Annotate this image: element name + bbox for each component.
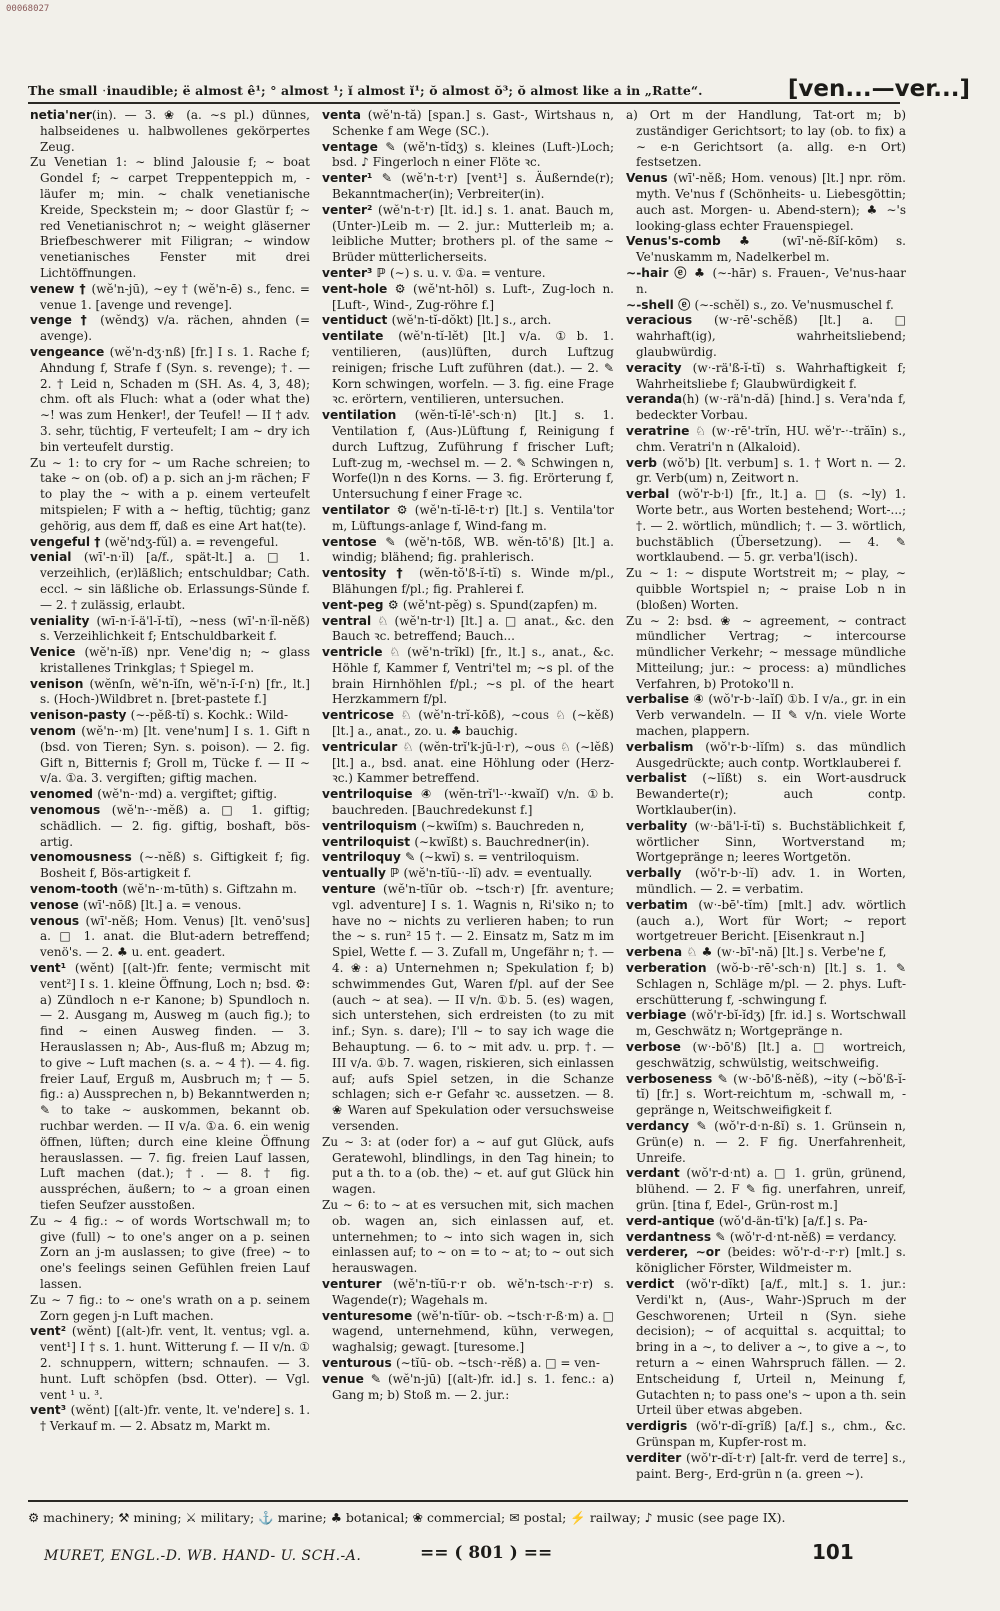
headword: venturous (322, 1355, 396, 1370)
headword: venous (30, 913, 86, 928)
dictionary-entry: venew † (wĕ'n-jū), ∼ey † (wĕ'n-ē) s., fenc. = venue 1. [avenge und revenge]. (30, 281, 310, 312)
headword: verberation (626, 961, 717, 976)
dictionary-entry: Zu Venetian 1: ∼ blind Jalousie f; ∼ boat Gondel f; ∼ carpet Treppenteppich m, -läufer m; min. ∼ chalk venetianische Kreide, Speckstein m; ∼ door Glastür f; ∼ red Venetianischrot n; ∼ weight gläserner Briefbeschwerer mit Filigran; ∼ window venetianisches Fenster mit drei Lichtöffnungen. (30, 155, 310, 280)
headword: ventriloquist (322, 834, 415, 849)
dictionary-entry: verb (wŏ'b) [lt. verbum] s. 1. † Wort n. — 2. gr. Verb(um) n, Zeitwort n. (626, 455, 906, 486)
dictionary-entry: Zu ∼ 7 fig.: to ∼ one's wrath on a p. seinem Zorn gegen j-n Luft machen. (30, 1292, 310, 1323)
headword: venial (30, 550, 84, 565)
headword: verbally (626, 866, 696, 881)
dictionary-entry: verdict (wŏ'r-dĭkt) [a/f., mlt.] s. 1. jur.: Verdi'kt n, (Aus-, Wahr-)Spruch m der Geschworenen; Urteil n (Syn. siehe decision); ∼ of acquittal s. acquittal; to bring in a ∼, to deliver a ∼, to give a ∼, to return a ∼ einen Wahrspruch fällen. — 2. Entscheidung f, Urteil n, Meinung f, Gutachten n; to pass one's ∼ upon a th. sein Urteil über etwas abgeben. (626, 1276, 906, 1418)
dictionary-entry: ventriloquise ④ (wĕn-trĭ'l-ˑ-kwaĭſ) v/n. ①b. bauchreden. [Bauchredekunst f.] (322, 787, 614, 818)
headword: verbatim (626, 897, 699, 912)
dictionary-entry: verd-antique (wŏ'd-än-tī'k) [a/f.] s. Pa- (626, 1213, 868, 1228)
headword: verbiage (626, 1008, 692, 1023)
headword: venturesome (322, 1308, 417, 1323)
headword: veracity (626, 360, 693, 375)
headword: verbal (626, 487, 678, 502)
dictionary-entry: venous (wī'-nĕß; Hom. Venus) [lt. venō'sus] a. □ 1. anat. die Blut-adern betreffend; venö's. — 2. ♣ u. ent. geadert. (30, 913, 310, 960)
headword: verboseness ✎ (626, 1071, 734, 1086)
headword: ventilate (322, 329, 399, 344)
dictionary-entry: verbalise ④ (wŏ'r-bˑ-laĭſ) ①b. I v/a., gr. in ein Verb verwandeln. — II ✎ v/n. viele Worte machen, plappern. (626, 692, 906, 739)
dictionary-entry: venter¹ ✎ (wĕ'n-tˑr) [vent¹] s. Äußernde(r); Bekanntmacher(in); Verbreiter(in). (322, 171, 614, 201)
dictionary-entry: verdigris (wŏ'r-dĭ-grĭß) [a/f.] s., chm., &c. Grünspan m, Kupfer-rost m. (626, 1419, 906, 1449)
dictionary-entry: venturesome (wĕ'n-tĭūr- ob. ∼tschˑr-ßˑm) a. □ wagend, unternehmend, kühn, verwegen, waghalsig; gewagt. [turesome.] (322, 1308, 614, 1355)
headword: ventilation (322, 408, 415, 423)
dictionary-entry: verberation (wŏ-bˑ-rē'-schˑn) [lt.] s. 1. ✎ Schlagen n, Schläge m/pl. — 2. phys. Luft-erschütterung f, -schwingung f. (626, 961, 906, 1007)
headword: verditer (626, 1450, 686, 1465)
headword: venew † (30, 281, 92, 296)
headword: ventricle ♘ (322, 645, 408, 660)
headword: venom (30, 724, 82, 739)
dictionary-entry: venomousness (∼-nĕß) s. Giftigkeit f; fig. Bosheit f, Bös-artigkeit f. (30, 850, 310, 881)
column-left (30, 108, 310, 1492)
column-middle (322, 108, 614, 1492)
symbol-legend: ⚙ machinery; ⚒ mining; ⚔ military; ⚓ marine; ♣ botanical; ❀ commercial; ✉ postal; ⚡ railway; ♪ music (see page IX). (28, 1510, 786, 1525)
headword: vengeance (30, 344, 110, 359)
dictionary-entry: venta (wĕ'n-tă) [span.] s. Gast-, Wirtshaus n, Schenke f am Wege (SC.). (322, 108, 614, 138)
headword: veranda (626, 392, 683, 407)
headword: venge † (30, 313, 101, 328)
headword: verdantness ✎ (626, 1229, 730, 1244)
headword: verdigris (626, 1419, 696, 1434)
dictionary-entry: veracious (wˑ-rē'-schĕß) [lt.] a. □ wahrhaft(ig), wahrheitsliebend; glaubwürdig. (626, 313, 906, 359)
headword: venomous (30, 803, 112, 818)
dictionary-entry: verderer, ∼or (beides: wŏ'r-dˑ-rˑr) [mlt.] s. königlicher Förster, Wildmeister m. (626, 1245, 906, 1276)
headword: verbose (626, 1040, 693, 1055)
dictionary-entry: venom-tooth (wĕ'n-ˑm-tūth) s. Giftzahn m. (30, 882, 297, 897)
dictionary-entry: Zu ∼ 2: bsd. ❀ ∼ agreement, ∼ contract mündlicher Vertrag; ∼ intercourse mündlicher Verkehr; ∼ message mündliche Mitteilung; jur.: ∼ process: a) mündliches Verfahren, b) Protoko'll n. (626, 613, 906, 691)
publisher-line: MURET, ENGL.-D. WB. HAND- U. SCH.-A. (44, 1548, 362, 1564)
dictionary-entry: veranda(h) (wˑ-rä'n-dă) [hind.] s. Vera'nda f, bedeckter Vorbau. (626, 392, 906, 423)
headword: verbalist (626, 771, 703, 786)
dictionary-entry: Venus's-comb ♣ (wī'-nĕ-ßĭſ-kōm) s. Ve'nuskamm m, Nadelkerbel m. (626, 234, 906, 265)
dictionary-entry: verditer (wŏ'r-dĭ-tˑr) [alt-fr. verd de terre] s., paint. Berg-, Erd-grün n (a. green ∼). (626, 1450, 906, 1481)
headword: verderer, ∼or (626, 1245, 728, 1260)
headword: veracious (626, 313, 714, 328)
dictionary-columns (30, 108, 906, 1492)
headword: ventriloquism (322, 818, 422, 833)
headword: venomousness (30, 850, 140, 865)
pronunciation-key: The small ˑinaudible; ë almost ê¹; ° almost ¹; ĭ almost ĭ¹; ŏ almost ŏ³; ŏ almost like a in „Ratte“. (28, 83, 703, 98)
headword: vent¹ (30, 961, 75, 976)
dictionary-entry: vent¹ (wĕnt) [(alt-)fr. fente; vermischt mit vent²] I s. 1. kleine Öffnung, Loch n; bsd. ⚙: a) Zündloch n e-r Kanone; b) Spundloch n. — 2. Ausgang m, Ausweg m (auch fig.); to find ∼ einen Ausweg finden. — 3. Herauslassen n; Ab-, Aus-fluß m; Abzug m; to give ∼ Luft machen (s. a. ∼ 4 †). — 4. fig. freier Lauf, Erguß m, Ausbruch m; † — 5. fig.: a) Aussprechen n, b) Bekanntwerden n; ✎ to take ∼ auskommen, bekannt ob. ruchbar werden. — II v/a. ①a. 6. ein wenig öffnen, lüften; durch eine kleine Öffnung herauslassen. — 7. fig. freien Lauf lassen, Luft machen (dat.); †. — 8. † fig. ausspréchen, äußern; to ∼ a groan einen tiefen Seufzer ausstoßen. (30, 961, 310, 1212)
dictionary-entry: venial (wī'-nˑĭl) [a/f., spät-lt.] a. □ 1. verzeihlich, (er)läßlich; entschuldbar; Cath. eccl. ∼ sin läßliche ob. Erlassungs-Sünde f. — 2. † zulässig, erlaubt. (30, 550, 310, 612)
headword: veniality (30, 613, 97, 628)
dictionary-entry: verboseness ✎ (wˑ-bō'ß-nĕß), ∼ity (∼bŏ'ß-ĭ-tĭ) [fr.] s. Wort-reichtum m, -schwall m, -gepränge n, Weitschweifigkeit f. (626, 1071, 906, 1118)
dictionary-entry: ventral ♘ (wĕ'n-trˑl) [lt.] a. □ anat., &c. den Bauch ꝛc. betreffend; Bauch... (322, 613, 614, 644)
dictionary-entry: venom (wĕ'n-ˑm) [lt. vene'num] I s. 1. Gift n (bsd. von Tieren; Syn. s. poison). — 2. fig. Gift n, Bitternis f; Groll m, Tücke f. — II ∼ v/a. ①a. 3. vergiften; giftig machen. (30, 724, 310, 786)
page-number: 101 (812, 1540, 854, 1564)
dictionary-entry: venose (wī'-nōß) [lt.] a. = venous. (30, 897, 242, 912)
dictionary-entry: a) Ort m der Handlung, Tat-ort m; b) zuständiger Gerichtsort; to lay (ob. to fix) a ∼ e-n Gerichtsort (a. allg. e-n Ort) festsetzen. (626, 108, 906, 170)
headword: verbena ♘ ♣ (626, 945, 717, 960)
dictionary-entry: Zu ∼ 1: ∼ dispute Wortstreit m; ∼ play, ∼ quibble Wortspiel n; ∼ praise Lob n in (bloßen) Worten. (626, 566, 906, 612)
headword: ventiduct (322, 313, 392, 328)
dictionary-entry: venter² (wĕ'n-tˑr) [lt. id.] s. 1. anat. Bauch m, (Unter-)Leib m. — 2. jur.: Mutterleib m; a. leibliche Mutter; brothers pl. of the same ∼ Brüder mütterlicherseits. (322, 202, 614, 265)
dictionary-entry: verbalist (∼lĭßt) s. ein Wort-ausdruck Bewanderte(r); auch contp. Wortklauber(in). (626, 771, 906, 818)
headword: venom-tooth (30, 882, 123, 897)
dictionary-entry: vent-peg ⚙ (wĕ'nt-pĕg) s. Spund(zapfen) m. (322, 597, 598, 612)
headword: ventose ✎ (322, 534, 405, 549)
dictionary-entry: verdant (wŏ'r-dˑnt) a. □ 1. grün, grünend, blühend. — 2. F ✎ fig. unerfahren, unreif, grün. [tina f, Edel-, Grün-rost m.] (626, 1166, 906, 1212)
headword: vent³ (30, 1403, 71, 1418)
headword: verb (626, 455, 663, 470)
dictionary-entry: verbatim (wˑ-bē'-tĭm) [mlt.] adv. wörtlich (auch a.), Wort für Wort; ∼ report wortgetreuer Bericht. [Eisenkraut n.] (626, 897, 906, 944)
dictionary-entry: Zu ∼ 3: at (oder for) a ∼ auf gut Glück, aufs Geratewohl, blindlings, in den Tag hinein; to put a th. to a (ob. the) ∼ et. auf gut Glück hin wagen. (322, 1134, 614, 1197)
dictionary-entry: vent-hole ⚙ (wĕ'nt-hōl) s. Luft-, Zug-loch n. [Luft-, Wind-, Zug-röhre f.] (322, 281, 614, 312)
dictionary-entry: ∼-shell ⓔ (∼-schĕl) s., zo. Ve'nusmuschel f. (626, 297, 894, 312)
headword: verbality (626, 818, 695, 833)
headword: verbalise ④ (626, 692, 709, 707)
headword: ∼-hair ⓔ ♣ (626, 265, 713, 280)
dictionary-entry: Venice (wĕ'n-ĭß) npr. Vene'dig n; ∼ glass kristallenes Trinkglas; † Spiegel m. (30, 645, 310, 675)
dictionary-entry: veratrine ♘ (wˑ-rē'-trĭn, HU. wĕ'r-ˑ-trăīn) s., chm. Veratri'n n (Alkaloid). (626, 423, 906, 454)
headword: ventilator ⚙ (322, 502, 415, 517)
headword: vent-peg ⚙ (322, 597, 403, 612)
dictionary-entry: ventriloquism (∼kwĭſm) s. Bauchreden n, (322, 818, 585, 833)
headword: venose (30, 897, 84, 912)
dictionary-entry: ventilate (wĕ'n-tĭ-lĕt) [lt.] v/a. ①b. 1. ventilieren, (aus)lüften, durch Luftzug reinigen; frische Luft zuführen (dat.). — 2. ✎ Korn schwingen, worfeln. — 3. fig. eine Frage ꝛc. erörtern, ventilieren, untersuchen. (322, 329, 614, 407)
headword: venter¹ ✎ (322, 171, 402, 186)
dictionary-entry: veniality (wī-nˑĭ-ä'l-ĭ-tĭ), ∼ness (wī'-nˑĭl-nĕß) s. Verzeihlichkeit f; Entschuldbarkeit f. (30, 613, 310, 644)
dictionary-entry: ventriloquist (∼kwĭßt) s. Bauchredner(in). (322, 834, 590, 849)
headword: Venus (626, 171, 674, 186)
dictionary-entry: veracity (wˑ-rä'ß-ĭ-tĭ) s. Wahrhaftigkeit f; Wahrheitsliebe f; Glaubwürdigkeit f. (626, 360, 906, 391)
dictionary-entry: Zu ∼ 6: to ∼ at es versuchen mit, sich machen ob. wagen an, sich einlassen auf, et. unternehmen; to ∼ into sich wagen in, sich einlassen auf; to ∼ on = to ∼ at; to ∼ out sich herauswagen. (322, 1197, 614, 1276)
headword: Venice (30, 645, 85, 660)
dictionary-entry: vent³ (wĕnt) [(alt-)fr. vente, lt. ve'ndere] s. 1. † Verkauf m. — 2. Absatz m, Markt m. (30, 1403, 310, 1434)
headword: venturer (322, 1276, 394, 1291)
dictionary-entry: vengeance (wĕ'n-dʒˑnß) [fr.] I s. 1. Rache f; Ahndung f, Strafe f (Syn. s. revenge); †. — 2. † Leid n, Schaden m (SH. As. 4, 3, 48); chm. oft als Fluch: what a (oder what the) ∼! was zum Henker!, der Teufel! — II † adv. 3. sehr, tüchtig, F verteufelt; I am ∼ dry ich bin verteufelt durstig. (30, 344, 310, 454)
dictionary-entry: netia'ner(in). — 3. ❀ (a. ∼s pl.) dünnes, halbseidenes u. halbwollenes gekörpertes Zeug. (30, 108, 310, 154)
dictionary-entry: verdancy ✎ (wŏ'r-dˑn-ßĭ) s. 1. Grünsein n, Grün(e) n. — 2. F fig. Unerfahrenheit, Unreife. (626, 1119, 906, 1165)
headword: verdancy ✎ (626, 1119, 715, 1133)
headword: verdant (626, 1166, 687, 1181)
dictionary-entry: venge † (wĕndʒ) v/a. rächen, ahnden (= avenge). (30, 313, 310, 344)
dictionary-entry: Zu ∼ 4 fig.: ∼ of words Wortschwall m; to give (full) ∼ to one's anger on a p. seinen Zorn an j-m auslassen; to give (free) ∼ to one's feelings seinen Gefühlen freien Lauf lassen. (30, 1213, 310, 1291)
dictionary-entry: venomous (wĕ'n-ˑ-mĕß) a. □ 1. giftig; schädlich. — 2. fig. giftig, boshaft, bös-artig. (30, 803, 310, 849)
headword: venture (322, 882, 383, 897)
dictionary-entry: ventricle ♘ (wĕ'n-trĭkl) [fr., lt.] s., anat., &c. Höhle f, Kammer f, Ventri'tel m; ∼s pl. of the brain Hirnhöhlen f/pl.; ∼s pl. of the heart Herzkammern f/pl. (322, 645, 614, 707)
dictionary-entry: verbiage (wŏ'r-bĭ-ĭdʒ) [fr. id.] s. Wortschwall m, Geschwätz n; Wortgepränge n. (626, 1008, 906, 1039)
headword: venta (322, 108, 368, 122)
dictionary-entry: verbalism (wŏ'r-bˑ-lĭſm) s. das mündlich Ausgedrückte; auch contp. Wortklauberei f. (626, 739, 906, 770)
headword: ventage ✎ (322, 139, 403, 154)
dictionary-entry: verbality (wˑ-bä'l-ĭ-tĭ) s. Buchstäblichkeit f, wörtlicher Sinn, Wortverstand m; Wortgepränge n; leeres Wortgetön. (626, 818, 906, 865)
dictionary-entry: verbose (wˑ-bō'ß) [lt.] a. □ wortreich, geschwätzig, schwülstig, weitschweifig. (626, 1040, 906, 1070)
headword: Venus's-comb ♣ (626, 234, 783, 249)
headword: venison (30, 676, 90, 691)
dictionary-entry: venison (wĕnſn, wĕ'n-ĭſn, wĕ'n-ĭ-ſˑn) [fr., lt.] s. (Hoch-)Wildbret n. [bret-pastete f.] (30, 676, 310, 707)
dictionary-entry: verbally (wŏ'r-bˑ-lĭ) adv. 1. in Worten, mündlich. — 2. = verbatim. (626, 866, 906, 897)
dictionary-entry: ventilation (wĕn-tĭ-lē'-schˑn) [lt.] s. 1. Ventilation f, (Aus-)Lüftung f, Reinigung f durch Luftzug, Zuführung f frischer Luft; Luft-zug m, -wechsel m. — 2. ✎ Schwingen n, Worfe(l)n n des Korns. — 3. fig. Erörterung f, Untersuchung f einer Frage ꝛc. (322, 408, 614, 502)
footer-rule (28, 1500, 908, 1502)
dictionary-entry: vengeful † (wĕ'ndʒ-fŭl) a. = revengeful. (30, 534, 279, 549)
headword: venison-pasty (30, 708, 131, 723)
headword: ∼-shell ⓔ (626, 297, 695, 312)
headword: netia'ner (30, 108, 92, 122)
headword: ventricose ♘ (322, 708, 419, 723)
dictionary-entry: venturer (wĕ'n-tĭū-rˑr ob. wĕ'n-tschˑ-rˑr) s. Wagende(r); Wagehals m. (322, 1276, 614, 1307)
dictionary-entry: Venus (wī'-nĕß; Hom. venous) [lt.] npr. röm. myth. Ve'nus f (Schönheits- u. Liebesgöttin; auch ast. Morgen- u. Abend-stern); ♣ ∼'s looking-glass echter Frauenspiegel. (626, 171, 906, 233)
dictionary-entry: Zu ∼ 1: to cry for ∼ um Rache schreien; to take ∼ on (ob. of) a p. sich an j-m rächen; F to play the ∼ with a p. einem verteufelt mitspielen; F with a ∼ heftig, tüchtig; ganz gehörig, aus dem ff, daß es eine Art hat(te). (30, 455, 310, 533)
headword: ventral ♘ (322, 613, 395, 628)
dictionary-entry: verbena ♘ ♣ (wˑ-bī'-nă) [lt.] s. Verbe'ne f, (626, 945, 887, 960)
dictionary-entry: ventually ℙ (wĕ'n-tĭū-ˑ-lĭ) adv. = eventually. (322, 866, 593, 881)
headword: veratrine ♘ (626, 423, 712, 438)
headword: ventosity † (322, 566, 419, 581)
dictionary-entry: venturous (∼tĭū- ob. ∼tschˑ-rĕß) a. □ = ven- (322, 1355, 600, 1370)
dictionary-entry: ventose ✎ (wĕ'n-tōß, WB. wĕn-tō'ß) [lt.] a. windig; blähend; fig. prahlerisch. (322, 534, 614, 565)
headword: ventricular ♘ (322, 739, 419, 754)
entry-range: [ven...—ver...] (787, 76, 970, 102)
dictionary-entry: vent² (wĕnt) [(alt-)fr. vent, lt. ventus; vgl. a. vent¹] I † s. 1. hunt. Witterung f. — II v/n. ① 2. schnuppern, wittern; schnaufen. — 3. hunt. Luft schöpfen (bsd. Otter). — Vgl. vent ¹ u. ³. (30, 1324, 310, 1402)
headword: verdict (626, 1276, 686, 1291)
dictionary-entry: ∼-hair ⓔ ♣ (∼-hār) s. Frauen-, Ve'nus-haar n. (626, 265, 906, 296)
dictionary-entry: ventricose ♘ (wĕ'n-trĭ-kōß), ∼cous ♘ (∼kĕß) [lt.] a., anat., zo. u. ♣ bauchig. (322, 708, 614, 739)
dictionary-entry: ventage ✎ (wĕ'n-tĭdʒ) s. kleines (Luft-)Loch; bsd. ♪ Fingerloch n einer Flöte ꝛc. (322, 139, 614, 170)
headword: ventriloquy ✎ (322, 850, 420, 865)
column-right (626, 108, 906, 1492)
dictionary-entry: verbal (wŏ'r-bˑl) [fr., lt.] a. □ (s. ∼ly) 1. Worte betr., aus Worten bestehend; Wort-...; †. — 2. wörtlich, mündlich; †. — 3. wörtlich, buchstäblich (Übersetzung). — 4. ✎ wortklaubend. — 5. gr. verba'l(isch). (626, 487, 906, 565)
headword: vent² (30, 1324, 72, 1339)
sheet-number: == ( 801 ) == (420, 1543, 553, 1563)
headword: verbalism (626, 739, 706, 754)
page-header (28, 68, 970, 104)
dictionary-entry: venison-pasty (∼-pĕß-tĭ) s. Kochk.: Wild- (30, 708, 289, 723)
headword: verd-antique (626, 1213, 719, 1228)
headword: vengeful † (30, 534, 105, 549)
headword: ventriloquise ④ (322, 787, 444, 802)
headword: venue ✎ (322, 1371, 388, 1386)
dictionary-entry: venter³ ℙ (∼) s. u. v. ①a. = venture. (322, 265, 546, 280)
dictionary-entry: verdantness ✎ (wŏ'r-dˑnt-nĕß) = verdancy. (626, 1229, 897, 1244)
dictionary-entry: venture (wĕ'n-tĭūr ob. ∼tschˑr) [fr. aventure; vgl. adventure] I s. 1. Wagnis n, Ri'siko n; to have no ∼ nichts zu verlieren haben; to run the ∼ s. run² 15 †. — 2. Einsatz m, Satz m im Spiel, Wette f. — 3. Zufall m, Ungefähr n; †. — 4. ❀: a) Unternehmen n; Spekulation f; b) schwimmendes Gut, Waren f/pl. auf der See (auch ∼ at sea). — II v/n. ①b. 5. (es) wagen, sich unterstehen, sich erdreisten (to zu mit inf.; Syn. s. dare); I'll ∼ to say ich wage die Behauptung. — 6. to ∼ mit adv. u. prp. †. — III v/a. ①b. 7. wagen, riskieren, sich einlassen auf; aufs Spiel setzen, in die Schanze schlagen; sich e-r Gefahr ꝛc. aussetzen. — 8. ❀ Waren auf Spekulation oder versuchsweise versenden. (322, 882, 614, 1133)
page-id: 00068027 (6, 4, 50, 14)
dictionary-entry: venomed (wĕ'n-ˑmd) a. vergiftet; giftig. (30, 787, 278, 802)
dictionary-entry: ventosity † (wĕn-tŏ'ß-ĭ-tĭ) s. Winde m/pl., Blähungen f/pl.; fig. Prahlerei f. (322, 566, 614, 596)
dictionary-entry: ventiduct (wĕ'n-tĭ-dŏkt) [lt.] s., arch. (322, 313, 552, 328)
headword: ventually ℙ (322, 866, 404, 881)
headword: venter² (322, 202, 379, 217)
dictionary-entry: ventriloquy ✎ (∼kwĭ) s. = ventriloquism. (322, 850, 580, 865)
headword: venter³ ℙ (322, 265, 390, 280)
dictionary-entry: ventricular ♘ (wĕn-trĭ'k-jū-lˑr), ∼ous ♘ (∼lĕß) [lt.] a., bsd. anat. eine Höhlung oder (Herz- ꝛc.) Kammer betreffend. (322, 739, 614, 786)
dictionary-entry: venue ✎ (wĕ'n-jū) [(alt-)fr. id.] s. 1. fenc.: a) Gang m; b) Stoß m. — 2. jur.: (322, 1371, 614, 1402)
headword: vent-hole ⚙ (322, 281, 413, 296)
dictionary-entry: ventilator ⚙ (wĕ'n-tĭ-lē-tˑr) [lt.] s. Ventila'tor m, Lüftungs-anlage f, Wind-fang m. (322, 502, 614, 533)
headword: venomed (30, 787, 98, 802)
